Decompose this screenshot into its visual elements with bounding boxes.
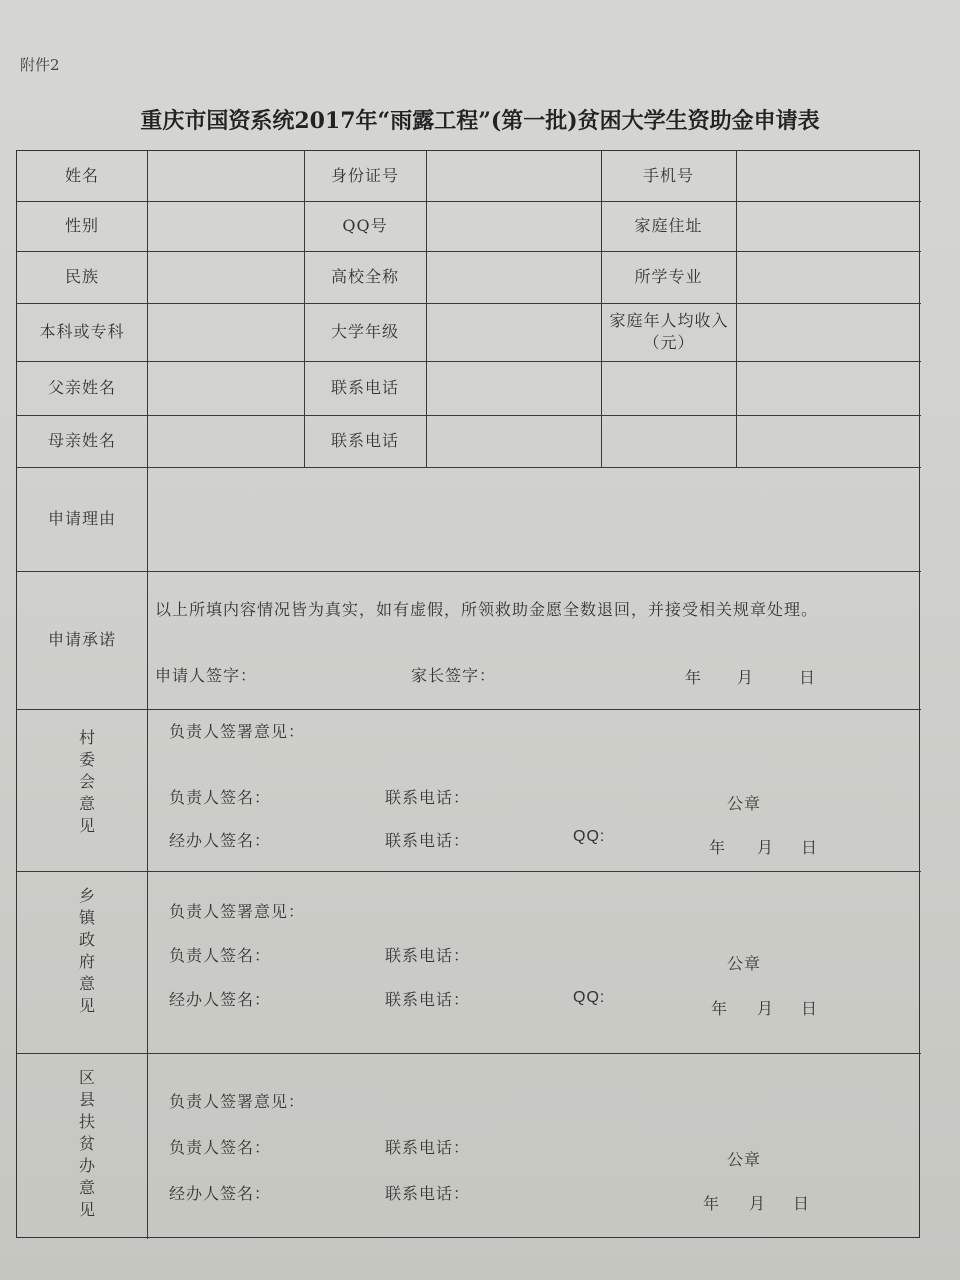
village-handler-signature-label: 经办人签名： [169,831,272,850]
form-title: 重庆市国资系统2017年“雨露工程”(第一批)贫困大学生资助金申请表 [140,108,820,134]
township-opinion-label: 负责人签署意见： [169,902,306,921]
county-opinion-label: 负责人签署意见： [169,1092,306,1111]
village-leader-signature-label: 负责人签名： [169,788,272,807]
label-father-phone: 联系电话 [330,378,399,398]
township-qq-label: QQ: [573,989,606,1006]
village-qq-label: QQ: [573,828,606,845]
label-university: 高校全称 [330,267,399,287]
village-leader-phone-label: 联系电话： [385,788,471,807]
county-year-label: 年 [703,1194,721,1213]
label-family-income: 家庭年人均收入（元） [609,311,729,352]
applicant-signature-label: 申请人签字： [155,666,258,685]
parent-signature-label: 家长签字： [411,666,497,685]
township-handler-signature-label: 经办人签名： [169,990,272,1009]
county-leader-signature-label: 负责人签名： [169,1138,272,1157]
county-handler-phone-label: 联系电话： [385,1184,471,1203]
label-id-number: 身份证号 [330,166,399,186]
township-seal-label: 公章 [727,954,762,973]
application-form-table [16,150,920,1238]
township-month-label: 月 [757,999,775,1018]
village-handler-phone-label: 联系电话： [385,831,471,850]
county-handler-signature-label: 经办人签名： [169,1184,272,1203]
county-day-label: 日 [793,1194,811,1213]
village-opinion-label: 负责人签署意见： [169,722,306,741]
village-seal-label: 公章 [727,794,762,813]
township-handler-phone-label: 联系电话： [385,990,471,1009]
village-year-label: 年 [709,838,727,857]
label-mobile: 手机号 [642,166,694,186]
village-month-label: 月 [757,838,775,857]
township-year-label: 年 [711,999,729,1018]
label-home-address: 家庭住址 [634,216,703,236]
township-day-label: 日 [801,999,819,1018]
label-father-name: 父亲姓名 [47,378,116,398]
township-leader-phone-label: 联系电话： [385,946,471,965]
label-major: 所学专业 [634,267,703,287]
village-day-label: 日 [801,838,819,857]
label-qq: QQ号 [342,216,388,236]
promise-month-label: 月 [737,668,755,687]
county-leader-phone-label: 联系电话： [385,1138,471,1157]
label-application-reason: 申请理由 [47,509,116,529]
attachment-label: 附件2 [20,56,60,74]
label-village-committee-opinion: 村委会意见 [78,728,95,835]
township-leader-signature-label: 负责人签名： [169,946,272,965]
county-seal-label: 公章 [727,1150,762,1169]
label-grade: 大学年级 [330,322,399,342]
label-mother-name: 母亲姓名 [47,431,116,451]
label-township-government-opinion: 乡镇政府意见 [78,886,95,1015]
label-ethnicity: 民族 [64,267,99,287]
promise-year-label: 年 [685,668,703,687]
label-county-poverty-office-opinion: 区县扶贫办意见 [78,1068,95,1219]
label-gender: 性别 [64,216,99,236]
label-mother-phone: 联系电话 [330,431,399,451]
promise-day-label: 日 [799,668,817,687]
label-application-promise: 申请承诺 [47,630,116,650]
county-month-label: 月 [749,1194,767,1213]
promise-statement: 以上所填内容情况皆为真实，如有虚假，所领救助金愿全数退回，并接受相关规章处理。 [155,600,819,619]
label-name: 姓名 [64,166,99,186]
label-degree-type: 本科或专科 [39,322,125,342]
